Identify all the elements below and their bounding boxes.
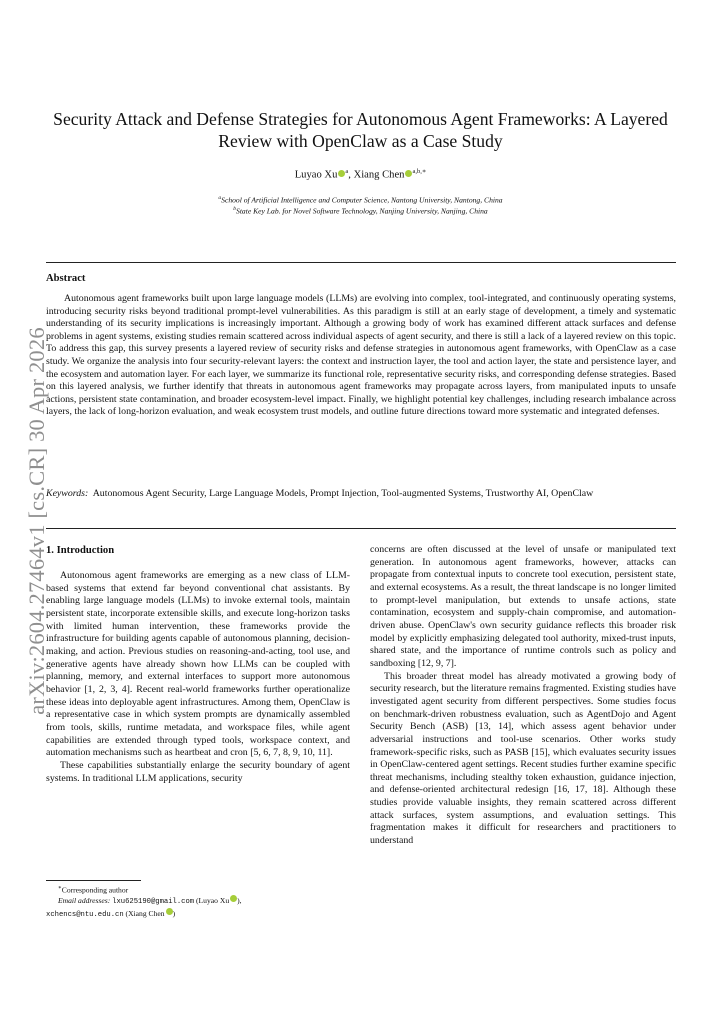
author-1-name: Luyao Xu (294, 169, 338, 181)
divider-bottom (46, 528, 676, 529)
abstract-heading: Abstract (46, 273, 86, 284)
affiliation-a (40, 195, 681, 205)
abstract-body: Autonomous agent frameworks built upon large language models (LLMs) are evolving into complex, tool-integrated, and continuously operating systems, introducing security risks beyond traditional prompt-level vulnerabilities. As this paradigm is still at an early stage of development, a timely and systematic understanding of its security implications is increasingly important. Although a growing body of work has examined different attack surfaces and defense problems in agent systems, existing studies remain scattered across individual aspects of agent security, and there is still a lack of a layered review on this topic. To address this gap, this survey presents a layered review of security risks and defense strategies in autonomous agent frameworks, with OpenClaw as a case study. We organize the analysis into four security-relevant layers: the context and instruction layer, the tool and action layer, the state and persistence layer, and the ecosystem and automation layer. For each layer, we summarize its functional role, representative security risks, and corresponding defense strategies. Based on this layered analysis, we further identify that threats in autonomous agent frameworks may propagate across layers, from manipulated inputs to unsafe actions, persistent state contamination, and broader ecosystem-level impact. Finally, we highlight potential key challenges, including research imbalance across layers, the lack of long-horizon evaluation, and weak ecosystem trust models, and outline future directions toward more systematic and integrated defenses. (46, 293, 677, 418)
footnote-corresponding-text: Corresponding author (61, 885, 129, 895)
author-list (40, 167, 681, 181)
author-separator: , (348, 169, 354, 181)
column-right (370, 544, 676, 848)
paren-close: ) (172, 908, 176, 918)
email-owner-2: (Xiang Chen (125, 908, 165, 918)
section-heading: 1. Introduction (46, 545, 115, 556)
paren-close: ) (237, 896, 240, 906)
affiliation-b (40, 206, 681, 216)
footnote-rule (46, 880, 141, 881)
divider-top (46, 262, 676, 263)
column-left (46, 570, 350, 785)
keywords-text: Autonomous Agent Security, Large Language Models, Prompt Injection, Tool-augmented Systems, Trustworthy AI, OpenClaw (92, 488, 594, 499)
footnote (46, 884, 350, 920)
orcid-icon[interactable] (166, 908, 173, 915)
affil-b-marker: b (233, 206, 237, 212)
title-line-1: Security Attack and Defense Strategies for Autonomous Agent Frameworks: A Layered (53, 109, 668, 129)
email-link-2[interactable]: xchencs@ntu.edu.cn (46, 910, 124, 919)
author-2-name: Xiang Chen (353, 169, 405, 181)
email-link-1[interactable]: lxu625190@gmail.com (112, 898, 195, 907)
paragraph: This broader threat model has already motivated a growing body of security research, but the literature remains fragmented. Existing studies have investigated agent security from different perspectives. Some studies focus on benchmark-driven robustness evaluation, such as AgentDojo and Agent Security Bench (ASB) [13, 14], which assess agent behavior under adversarial instructions and tool-use scenarios. Other works study framework-specific risks, such as PASB [15], which evaluates security issues in OpenClaw-centered agent settings. Recent studies further examine specific threat mechanisms, including stealthy token exhaustion, guidance injection, and defense-oriented architectural redesign [16, 17, 18]. Although these studies provide valuable insights, they remain scattered across different attack surfaces, system assumptions, and evaluation settings. This fragmentation makes it difficult for researchers and practitioners to understand (370, 670, 676, 847)
affil-a-text: School of Artificial Intelligence and Computer Science, Nantong University, Nantong, China (221, 195, 503, 205)
email-owner-1: (Luyao Xu (196, 896, 230, 906)
arxiv-stamp-text: arXiv:2604.27464v1 [cs.CR] 30 Apr 2026 (24, 327, 49, 715)
keywords-label: Keywords: (46, 488, 89, 499)
paper-title (40, 108, 681, 152)
keywords (46, 488, 676, 501)
title-line-2: Review with OpenClaw as a Case Study (218, 131, 503, 151)
affil-b-text: State Key Lab. for Novel Software Technology, Nanjing University, Nanjing, China (236, 206, 488, 216)
email-label: Email addresses: (58, 896, 111, 906)
paragraph: concerns are often discussed at the level of unsafe or manipulated text generation. In autonomous agent frameworks, however, attacks can propagate from contextual inputs to concrete tool execution, persistent state, and external ecosystems. As a result, the threat landscape is no longer limited to prompt-level manipulation, but extends to unsafe actions, state contamination, ecosystem and supply-chain compromise, and automation-driven abuse. OpenClaw's own security guidance reflects this broader risk model by explicitly emphasizing delegated tool authority, mixed-trust inputs, shared state, and the importance of runtime controls such as policy and sandboxing [12, 9, 7]. (370, 544, 676, 669)
paragraph: These capabilities substantially enlarge the security boundary of agent systems. In traditional LLM applications, security (46, 759, 350, 784)
paragraph: Autonomous agent frameworks are emerging as a new class of LLM-based systems that extend far beyond conventional chat assistants. By enabling large language models (LLMs) to invoke external tools, maintain persistent state, incorporate extensible skills, and execute long-horizon tasks with limited human intervention, these frameworks provide the infrastructure for building agents capable of autonomous planning, decision-making, and action. Previous studies on reasoning-and-acting, tool use, and generative agents have already shown how LLMs can be coupled with planning, memory, and external interfaces to support more autonomous behavior [1, 2, 3, 4]. Recent real-world frameworks further operationalize these ideas into deployable agent infrastructures. Among them, OpenClaw is a representative case in which system prompts are dynamically assembled from tools, skills, runtime metadata, and workspace files, while agent capabilities are extended through typed tools, workspace context, and automation mechanisms such as heartbeat and cron [5, 6, 7, 8, 9, 10, 11]. (46, 570, 350, 759)
affil-a-marker: a (218, 195, 222, 201)
footnote-emails: Email addresses: lxu625190@gmail.com (Luyao Xu ), (58, 896, 242, 907)
footnote-marker: ∗ (58, 885, 62, 891)
author-2-affil: a,b,∗ (412, 168, 427, 175)
footnote-emails-cont (46, 908, 350, 921)
author-1-affil: a (345, 168, 349, 175)
footnote-corresponding (46, 884, 350, 895)
